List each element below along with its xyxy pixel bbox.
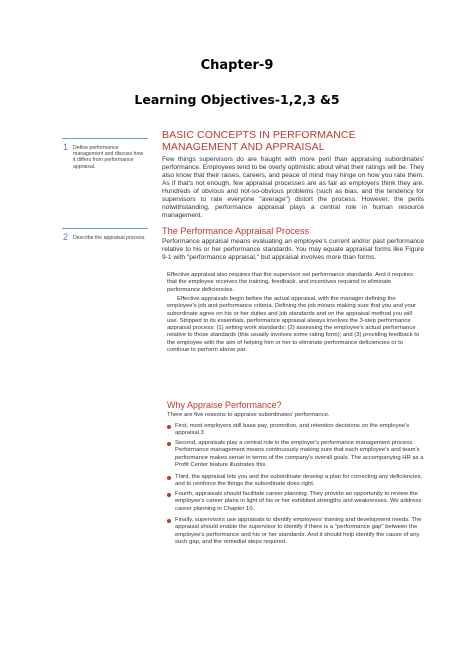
learning-objectives-title: Learning Objectives-1,2,3 &5: [134, 92, 340, 107]
bullet-icon: [167, 442, 171, 446]
body-paragraph: Effective appraisal also requires that the supervisor set performance standards. And it requires that the employee receives the training, feedback, and incentives required to eliminate performance deficiencies.: [167, 272, 414, 293]
bullet-icon: [167, 425, 171, 429]
reason-text: First, most employers still base pay, promotion, and retention decisions on the employee's appraisal.3: [175, 423, 410, 437]
bullet-icon: [167, 493, 171, 497]
section-paragraph: Few things supervisors do are fraught with more peril than appraising subordinates' performance. Employees tend to be overly optimistic about what their ratings will be. They also know that their raises, careers, and peace of mind may hinge on how you rate them. As if that's not enough, few appraisal processes are as fair as employers think they are. Hundreds of obvious and not-so-obvious problems (such as bias, and the tendency for supervisors to rate everyone "average") distort the process. However, the perils notwithstanding, performance appraisal plays a central role in human resource management.: [162, 156, 424, 219]
section-heading-why-appraise: Why Appraise Performance?: [167, 400, 282, 410]
objective-text: Describe the appraisal process.: [73, 235, 146, 241]
section-intro: There are five reasons to appraise subordinates' performance.: [167, 412, 330, 418]
body-paragraph: Effective appraisals begin before the actual appraisal, with the manager defining the employee's job and performance criteria. Defining the job means making sure that you and your subordinate agree on his or her duties and job standards and on the appraisal method you will use. Stripped to its essentials, performance appraisal always involves the 3-step performance appraisal process: (1) setting work standards; (2) assessing the employee's actual performance relative to those standards (this usually involves some rating form); and (3) providing feedback to the employee with the aim of helping him or her to eliminate performance deficiencies or to continue to perform above par.: [167, 296, 420, 354]
section-paragraph: Performance appraisal means evaluating an employee's current and/or past performance relative to his or her performance standards. You may equate appraisal forms like Figure 9-1 with "performance appraisal," but appraisal involves more than forms.: [162, 238, 424, 261]
objective-text: Define performance management and discuss how it differs from performance appraisal.: [73, 145, 144, 170]
learning-objective-1: [62, 138, 148, 169]
section-heading-basic-concepts: BASIC CONCEPTS IN PERFORMANCE MANAGEMENT AND APPRAISAL: [162, 129, 356, 153]
learning-objective-2: [62, 228, 148, 249]
bullet-icon: [167, 519, 171, 523]
objective-number: 2: [63, 232, 69, 242]
reason-text: Finally, supervisors use appraisals to identify employees' training and development needs. The appraisal should enable the supervisor to identify if there is a "performance gap" between the employee's performance and his or her standards. And it should help identify the cause of any such gap, and the remedial steps required.: [175, 517, 422, 545]
reason-text: Third, the appraisal lets you and the subordinate develop a plan for correcting any deficiencies, and to reinforce the things the subordinate does right.: [175, 474, 423, 488]
objective-number: 1: [63, 142, 69, 152]
section-heading-appraisal-process: The Performance Appraisal Process: [162, 226, 310, 236]
bullet-icon: [167, 476, 171, 480]
reason-text: Fourth, appraisals should facilitate career planning. They provide an opportunity to review the employee's career plans in light of his or her exhibited strengths and weaknesses. We address career planning in Chapter 10.: [175, 491, 422, 512]
reason-text: Second, appraisals play a central role in the employer's performance management process. Performance management means continuously making sure that each employee's and team's performance makes sense in terms of the company's overall goals. The accompanying HR as a Profit Center feature illustrates this.: [175, 440, 424, 468]
chapter-title: Chapter-9: [200, 58, 274, 73]
